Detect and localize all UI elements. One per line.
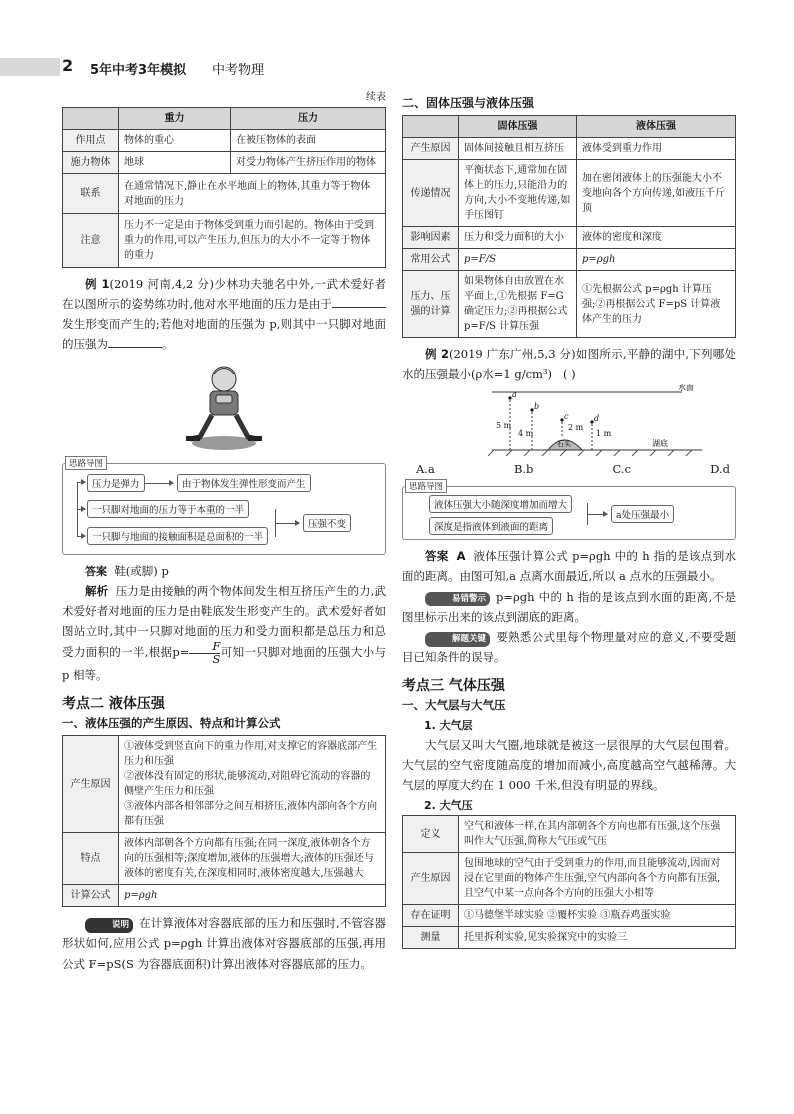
atmospheric-pressure-table	[402, 815, 736, 949]
flow-box: 压力是弹力	[87, 474, 145, 492]
flow-arrow	[145, 483, 173, 484]
kungfu-figure	[62, 357, 386, 457]
answer-1: 答案 鞋(或脚) p	[85, 563, 169, 578]
martial-artist-icon	[62, 357, 386, 457]
left-column	[62, 88, 386, 974]
table-header: 压力	[231, 108, 386, 130]
choice-a[interactable]: A.a	[416, 462, 435, 477]
flow-box: a处压强最小	[611, 505, 674, 523]
depth-label: 5 m	[496, 421, 512, 431]
subject-name: 中考物理	[212, 63, 265, 78]
table-row: 测量 托里拆利实验,见实验探究中的实验三	[403, 927, 736, 949]
table-row: 定义 空气和液体一样,在其内部朝各个方向也都有压强,这个压强叫作大气压强,简称大气压或气压	[403, 816, 736, 853]
tip-error-warning: 易错警示 p=ρgh 中的 h 指的是该点到水面的距离,不是图里标示出来的该点到湖底的距离。	[402, 589, 736, 624]
subsection-atmosphere: 1. 大气层	[424, 719, 473, 732]
choice-d[interactable]: D.d	[710, 462, 730, 477]
liquid-pressure-table	[62, 735, 386, 907]
right-column	[402, 92, 736, 949]
depth-label: 2 m	[568, 423, 584, 433]
section-subtitle: 一、液体压强的产生原因、特点和计算公式	[62, 716, 281, 731]
table-row: 产生原因 包围地球的空气由于受到重力的作用,而且能够流动,因而对浸在它里面的物体产生压强,空气内部向各个方向都有压强,且空气中某一点向各个方向的压强大小相等	[403, 853, 736, 905]
solid-liquid-table: 固体压强 液体压强 产生原因 固体间接触且相互挤压 液体受到重力作用 传递情况 平衡状态下,通常加在固体上的压力,只能沿力的方向,大小不变地传递,如手压图钉 加在密闭液体上的压强能大小不变地向各个方向传递,如液压千斤顶 影响因素 压力和受力面积的大小 液体的密度和深度 常用公式 p=F/S p=ρgh 压力、压强的计算 如果物体自由放置在水平面上,①先根据 F=G 确定压力;②再根据公式 p=F/S 计算压强 ①先根据公式 p=ρgh 计算压强;②再根据公式 F=pS 计算液体产生的压力	[402, 115, 736, 338]
choice-c[interactable]: C.c	[612, 462, 632, 477]
table-header: 重力	[119, 108, 231, 130]
answer-blank[interactable]	[108, 336, 162, 348]
lake-diagram	[402, 384, 736, 460]
flow-box: 一只脚对地面的压力等于本重的一半	[87, 500, 249, 518]
answer-2: 答案 A 液体压强计算公式 p=ρgh 中的 h 指的是该点到水面的距离。由图可知,a 点离水面最近,所以 a 点水的压强最小。	[402, 549, 737, 584]
table-row: 联系 在通常情况下,静止在水平地面上的物体,其重力等于物体对地面的压力	[63, 174, 386, 214]
table-row: 常用公式 p=F/S p=ρgh	[403, 249, 736, 271]
flow-box: 深度是指液体到液面的距离	[429, 517, 553, 535]
table-header	[63, 108, 119, 130]
lake-figure	[402, 384, 736, 460]
table-row: 存在证明 ①马德堡半球实验 ②覆杯实验 ③瓶吞鸡蛋实验	[403, 905, 736, 927]
table-row: 施力物体 地球 对受力物体产生挤压作用的物体	[63, 152, 386, 174]
atmosphere-text: 大气层又叫大气圈,地球就是被这一层很厚的大气层包围着。大气层的空气密度随高度的增加而减小,高度越高空气越稀薄。大气层的厚度大约在 1 000 千米,但没有明显的界线。	[402, 738, 736, 793]
section-subtitle: 一、大气层与大气压	[402, 698, 506, 712]
table-row: 传递情况 平衡状态下,通常加在固体上的压力,只能沿力的方向,大小不变地传递,如手压图钉 加在密闭液体上的压强能大小不变地向各个方向传递,如液压千斤顶	[403, 160, 736, 227]
table-row: 压力、压强的计算 如果物体自由放置在水平面上,①先根据 F=G 确定压力;②再根据公式 p=F/S 计算压强 ①先根据公式 p=ρgh 计算压强;②再根据公式 F=pS 计算液体产生的压力	[403, 271, 736, 338]
choice-b[interactable]: B.b	[513, 462, 534, 477]
depth-label: 4 m	[518, 429, 534, 439]
header-bar	[0, 58, 60, 76]
table-row: 计算公式 p=ρgh	[63, 885, 386, 907]
page-number: 2	[62, 56, 74, 75]
example-1: 例 1(2019 河南,4,2 分)少林功夫驰名中外,一武术爱好者在以图所示的姿势练功时,他对水平地面的压力是由于发生形变而产生的;若他对地面的压强为 p,则其中一只脚对地面的压强为 。	[62, 277, 387, 352]
table-row: 特点 液体内部朝各个方向都有压强;在同一深度,液体朝各个方向的压强相等;深度增加,液体的压强增大;液体的压强还与液体的密度有关,在深度相同时,液体密度越大,压强越大	[63, 833, 386, 885]
section-title-3: 考点三 气体压强	[402, 678, 505, 694]
point-c-label: c	[564, 412, 569, 422]
table-row: 产生原因 固体间接触且相互挤压 液体受到重力作用	[403, 138, 736, 160]
answer-bracket[interactable]: ( )	[563, 367, 576, 382]
gravity-pressure-table	[62, 107, 386, 268]
table-row: 作用点 物体的重心 在被压物体的表面	[63, 130, 386, 152]
lakebed-label: 湖底	[652, 439, 668, 449]
flow-box: 由于物体发生弹性形变而产生	[177, 474, 311, 492]
thinking-diagram-1: 思路导图 压力是弹力 由于物体发生弹性形变而产生 一只脚对地面的压力等于本重的一半 一只脚与地面的接触面积是总面积的一半 压强不变	[62, 463, 386, 555]
table-row: 产生原因 ①液体受到竖直向下的重力作用,对支撑它的容器底部产生压力和压强 ②液体没有固定的形状,能够流动,对阻碍它流动的容器的侧壁产生压力和压强 ③液体内部各相邻部分之间互相挤压,液体内部向各个方向都有压强	[63, 736, 386, 833]
analysis-1: 解析 压力是由接触的两个物体间发生相互挤压产生的力,武术爱好者对地面的压力是由鞋底发生形变产生的。武术爱好者如图站立时,其中一只脚对地面的压力和受力面积都是总压力和总受力面积的一半,根据p= $\frac{F}{S}$ 可知一只脚对地面的压强大小与 p 相等。	[62, 583, 387, 683]
page-header	[0, 56, 794, 80]
table-row: 注意 压力不一定是由于物体受到重力而引起的。物体由于受到重力的作用,可以产生压力,但压力的大小不一定等于物体的重力	[63, 214, 386, 268]
section-title-2: 考点二 液体压强	[62, 696, 165, 713]
water-surface-label: 水面	[678, 384, 694, 393]
point-b-label: b	[534, 402, 540, 412]
flow-box: 压强不变	[303, 514, 351, 532]
continued-label: 续表	[366, 92, 386, 103]
book-title: 5年中考3年模拟	[90, 63, 187, 78]
tip-key-point: 解题关键 要熟悉公式里每个物理量对应的意义,不要受题目已知条件的误导。	[402, 629, 736, 664]
table-row: 影响因素 压力和受力面积的大小 液体的密度和深度	[403, 227, 736, 249]
flow-box: 液体压强大小随深度增加而增大	[429, 495, 572, 513]
example-2: 例 2(2019 广东广州,5,3 分)如图所示,平静的湖中,下列哪处水的压强最小(ρ水=1 g/cm³) ( )	[402, 347, 736, 382]
flow-box: 一只脚与地面的接触面积是总面积的一半	[87, 527, 268, 545]
point-a-label: a	[512, 390, 517, 400]
thinking-diagram-2: 思路导图 液体压强大小随深度增加而增大 深度是指液体到液面的距离 a处压强最小	[402, 486, 736, 540]
subsection-pressure: 2. 大气压	[424, 799, 473, 813]
note-explanation: 说明 在计算液体对容器底部的压力和压强时,不管容器形状如何,应用公式 p=ρgh 计算出液体对容器底部的压强,再用公式 F=pS(S 为容器底面积)计算出液体对容器底部的压力。	[62, 916, 386, 971]
point-d-label: d	[594, 414, 600, 424]
depth-label: 1 m	[596, 429, 612, 439]
rock-label: 石头	[557, 440, 571, 449]
choices	[416, 462, 730, 476]
answer-blank[interactable]	[332, 296, 386, 308]
section-subtitle: 二、固体压强与液体压强	[402, 96, 535, 110]
